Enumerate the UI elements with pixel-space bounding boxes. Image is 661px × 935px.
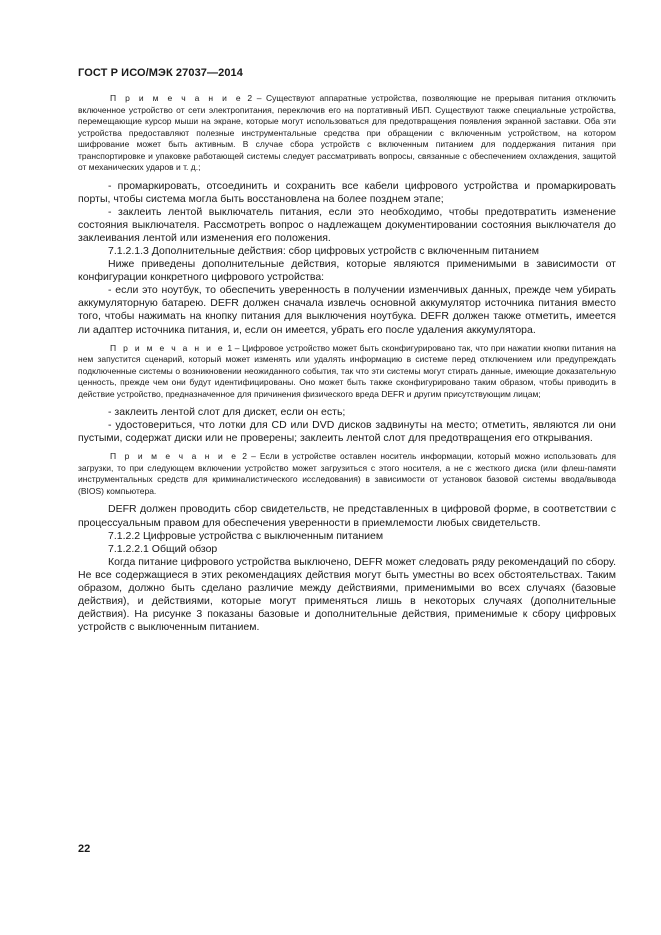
paragraph-intro-additional: Ниже приведены дополнительные действия, которые являются применимыми в зависимости от конфигурации конкретного цифрового устройства: bbox=[78, 258, 616, 284]
page-header: ГОСТ Р ИСО/МЭК 27037—2014 bbox=[78, 67, 243, 79]
paragraph-laptop: - если это ноутбук, то обеспечить уверенность в получении изменчивых данных, прежде чем убирать аккумуляторную батарею. DEFR должен сначала извлечь основной аккумулятор источника питания вместо того, чтобы нажимать на кнопку питания для выключения ноутбука. DEFR должен также отметить, имеется ли адаптер источника питания, и, если он имеется, убрать его после удаления аккумулятора. bbox=[78, 284, 616, 336]
section-heading-7-1-2-2-1: 7.1.2.2.1 Общий обзор bbox=[108, 542, 218, 555]
note-text: 2 – Если в устройстве оставлен носитель информации, который можно использовать для загрузки, то при следующем включении устройство может загрузиться с этого носителя, а не с жесткого диска (или флеш-памяти инструментальных средств для криминалистического исследования) в зависимости от установок базовой системы ввода/вывода (BIOS) компьютера. bbox=[78, 451, 616, 496]
page-content bbox=[78, 93, 616, 634]
note-label: П р и м е ч а н и е bbox=[110, 451, 239, 462]
note-label: П р и м е ч а н и е bbox=[110, 342, 225, 353]
note-power-switch bbox=[78, 93, 616, 174]
note-text: 1 – Цифровое устройство может быть сконфигурировано так, что при нажатии кнопки питания на нем запустится сценарий, который может изменять или удалять информацию в системе перед отключением или предупреждать подключенные системы о возникновении неожиданного события, так что эти системы могут стирать данные, имеющие доказательную ценность, прежде чем они будут идентифицированы. Оно может быть также сконфигурировано таким образом, чтобы приводить в действие устройство, предназначенное для причинения физического вреда DEFR и другим присутствующим лицам; bbox=[78, 342, 617, 399]
paragraph-tape-switch: - заклеить лентой выключатель питания, если это необходимо, чтобы предотвратить изменение состояния выключателя. Рассмотреть вопрос о надлежащем документировании состояния выключателя до заклеивания лентой или изменения его положения. bbox=[78, 205, 616, 244]
section-heading-7-1-2-1-3: 7.1.2.1.3 Дополнительные действия: сбор цифровых устройств с включенным питанием bbox=[108, 244, 539, 257]
paragraph-cd-dvd: - удостовериться, что лотки для CD или DVD дисков задвинуты на место; отметить, являются ли они пустыми, содержат диски или не проверены; заклеить лентой слот для предотвращения его открывания. bbox=[78, 419, 616, 445]
paragraph-power-off: Когда питание цифрового устройства выключено, DEFR может следовать ряду рекомендаций по сбору. Не все содержащиеся в этих рекомендациях действия могут быть уместны во всех обстоятельствах. Таким образом, должно быть сделано различие между действиями, применимыми во всех случаях (базовые действия), и действиями, которые могут применяться лишь в некоторых случаях (дополнительные действия). На рисунке 3 показаны базовые и дополнительные действия, применимые к сбору цифровых устройств с выключенным питанием. bbox=[78, 555, 616, 634]
paragraph-mark-cables: - промаркировать, отсоединить и сохранить все кабели цифрового устройства и промаркировать порты, чтобы система могла быть восстановлена на более позднем этапе; bbox=[78, 179, 616, 205]
section-heading-7-1-2-2: 7.1.2.2 Цифровые устройства с выключенным питанием bbox=[108, 529, 384, 542]
paragraph-defr-non-digital: DEFR должен проводить сбор свидетельств, не представленных в цифровой форме, в соответствии с процессуальным правом для обеспечения уверенности в приемлемости любых свидетельств. bbox=[78, 503, 616, 529]
page-number: 22 bbox=[78, 843, 91, 855]
note-label: П р и м е ч а н и е bbox=[110, 93, 243, 103]
note-power-button bbox=[78, 343, 616, 401]
note-boot-media bbox=[78, 451, 616, 497]
note-text: 2 – Существуют аппаратные устройства, позволяющие не прерывая питания отключить включенное устройство от сети электропитания, переключив его на портативный ИБП. Существуют также специальные устройства, перемещающие курсор мыши на экране, которые могут использоваться для предотвращения появления экранной заставки. Оба эти устройства предоставляют полезные инструментальные средства при обращении с включенным устройством, на котором шифрование может быть активным. В случае сбора устройств с включенным питанием для поддержания питания при транспортировке и упаковке работающей системы следует рассматривать вопросы, связанные с обеспечением охлаждения, защитой от механических ударов и т. д.; bbox=[78, 93, 616, 172]
paragraph-tape-floppy: - заклеить лентой слот для дискет, если он есть; bbox=[108, 406, 346, 419]
